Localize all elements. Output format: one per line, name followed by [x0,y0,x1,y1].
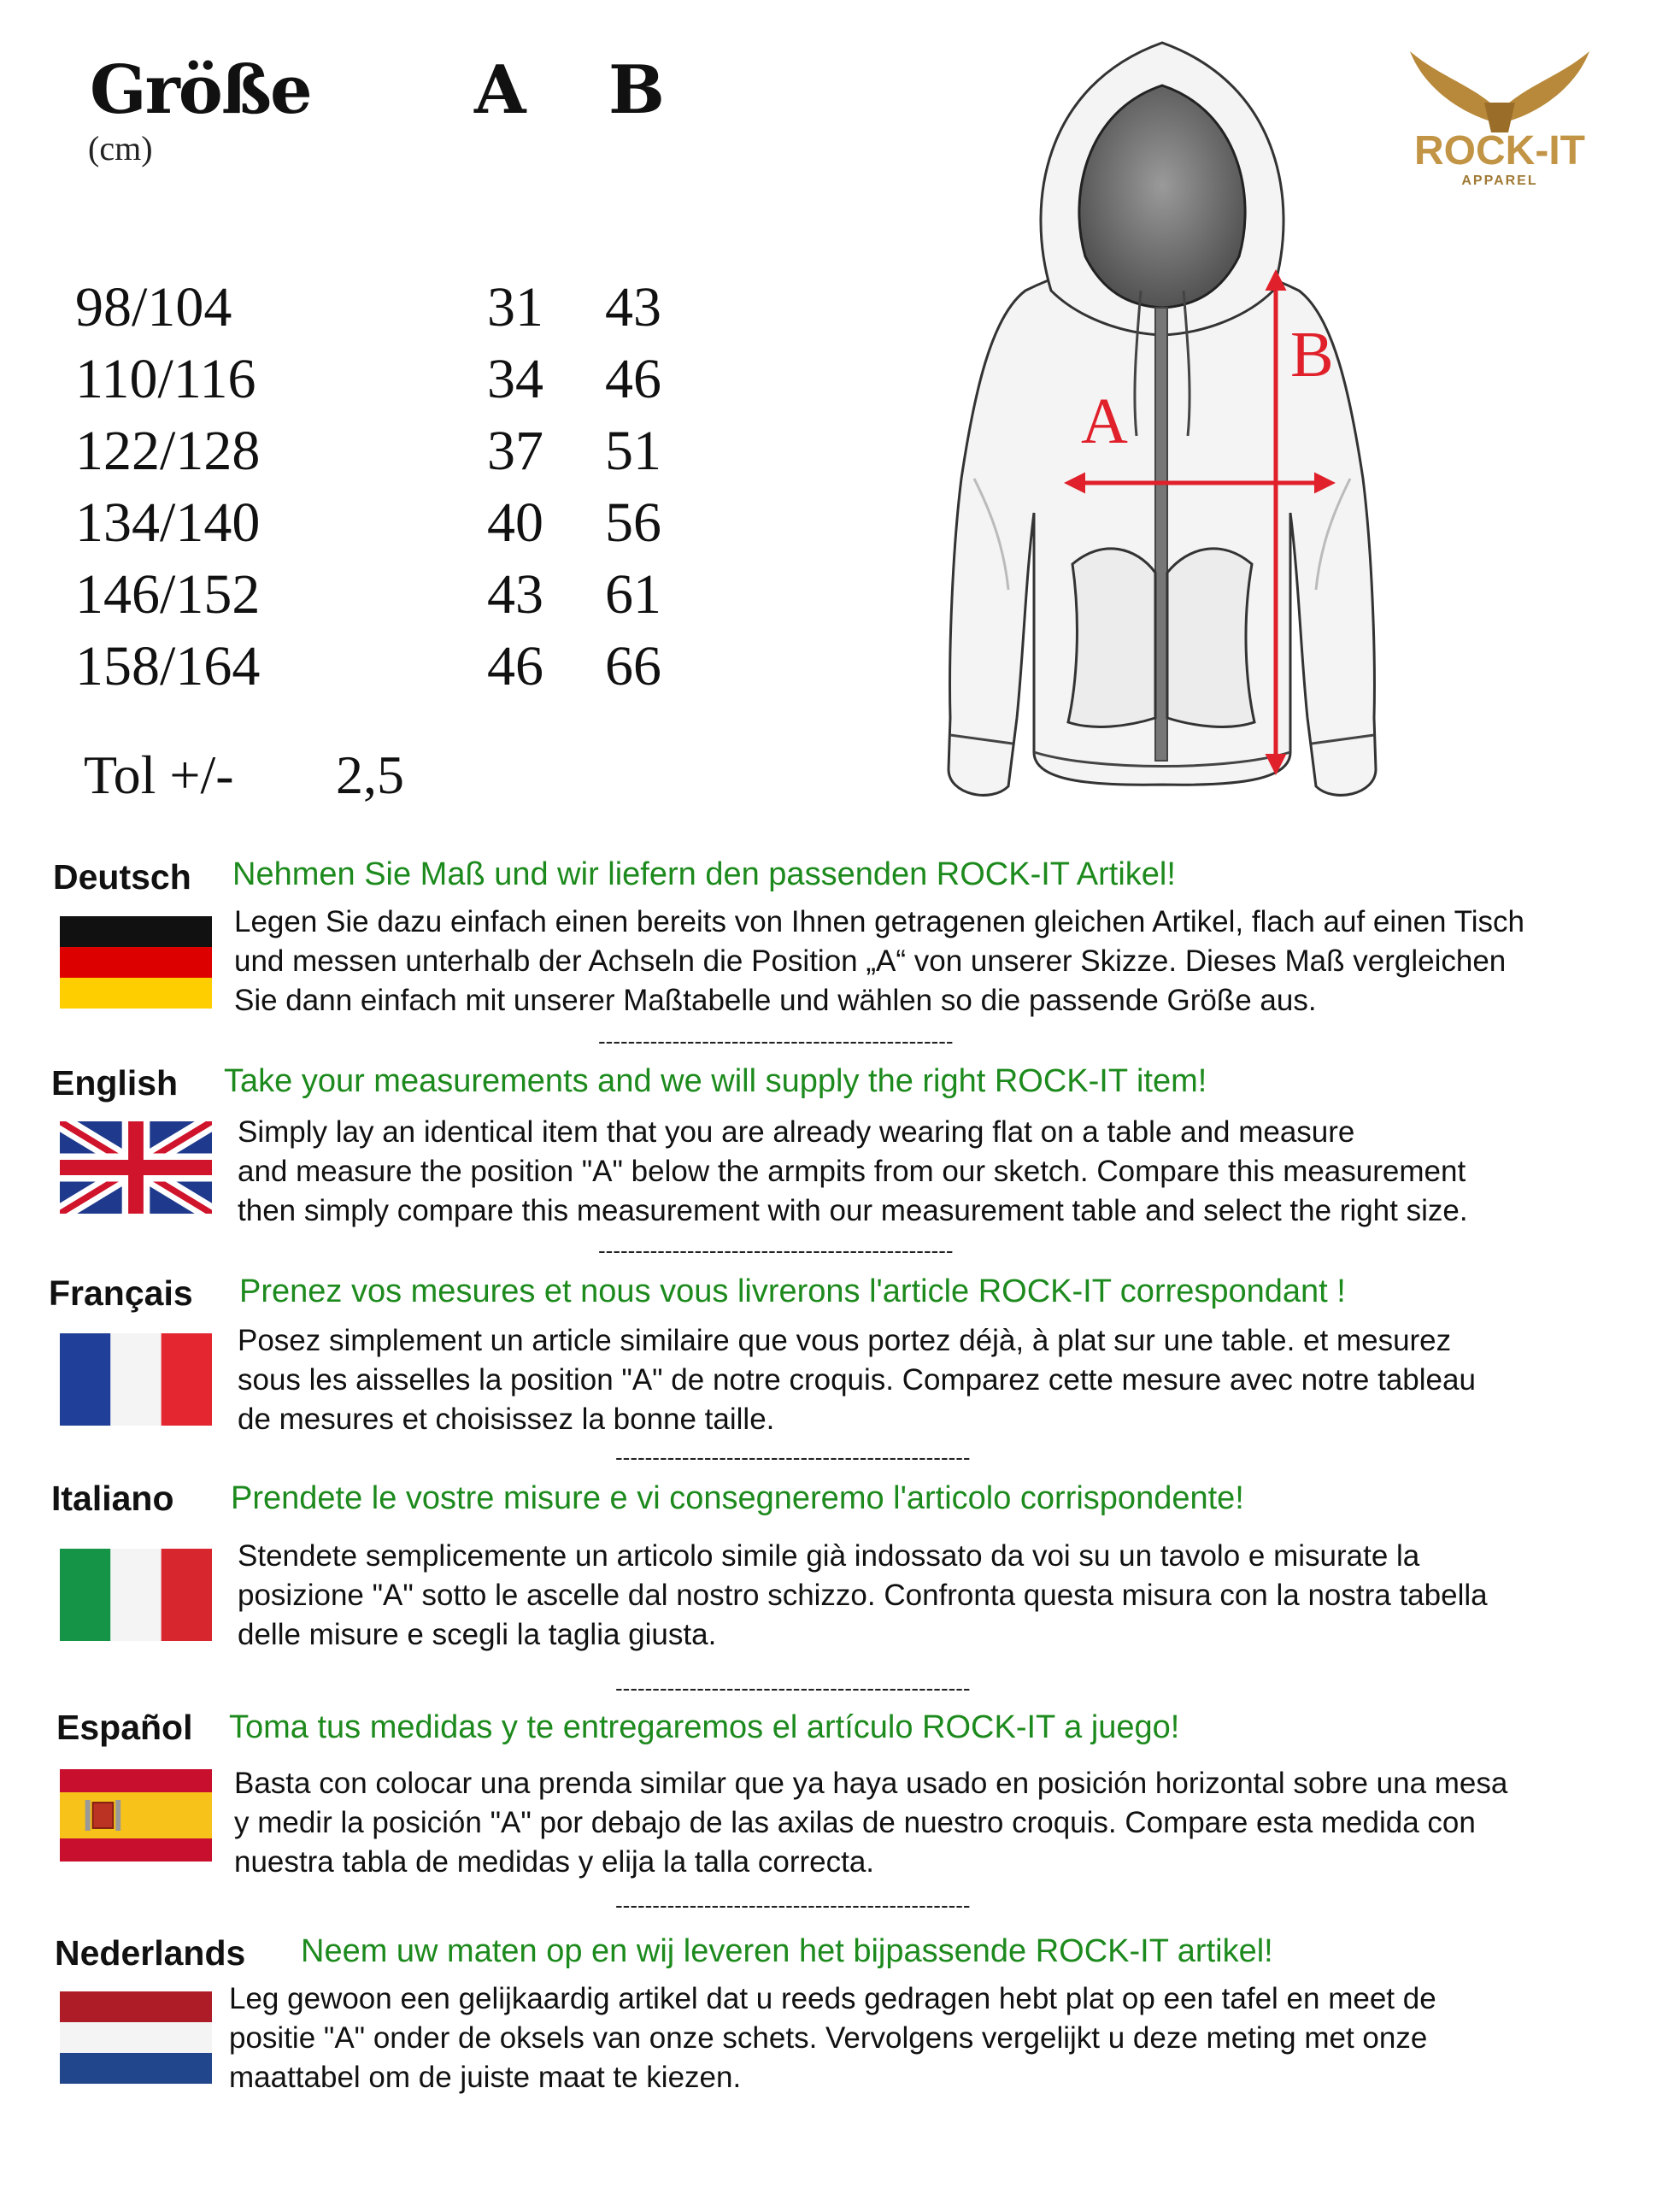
paragraph-line: positie "A" onder de oksels van onze schets. Vervolgens vergelijkt u deze meting met onze [229,2021,1428,2055]
paragraph-line: Posez simplement un article similaire que vous portez déjà, à plat sur une table. et mesurez [238,1324,1452,1357]
bull-horns-icon [1389,51,1611,188]
measure-a-value: 37 [487,420,543,482]
paragraph-line: Stendete semplicemente un articolo simile già indossato da voi su un tavolo e misurate la [238,1539,1420,1573]
section-separator: ------------------------------------------------ [615,1892,971,1918]
measure-a-value: 31 [487,276,543,338]
paragraph-line: delle misure e scegli la taglia giusta. [238,1618,717,1651]
tolerance-value: 2,5 [336,744,404,805]
size-value: 110/116 [75,348,256,410]
paragraph-deutsch [234,903,1524,1020]
measure-b-value: 43 [605,276,661,338]
size-column-header: Größe [90,51,311,129]
size-value: 134/140 [75,491,261,554]
paragraph-english [238,1113,1468,1231]
paragraph-line: de mesures et choisissez la bonne taille. [238,1403,775,1436]
flag-germany-icon [60,916,212,1009]
size-value: 98/104 [75,276,232,338]
language-label-english: English [51,1063,179,1103]
headline-deutsch: Nehmen Sie Maß und wir liefern den passenden ROCK-IT Artikel! [232,856,1176,892]
hoodie-illustration [923,34,1401,820]
paragraph-espanol [234,1764,1507,1882]
size-value: 146/152 [75,563,261,626]
language-label-espanol: Español [56,1708,193,1747]
language-label-deutsch: Deutsch [53,857,191,897]
paragraph-line: then simply compare this measurement with our measurement table and select the right size. [238,1194,1468,1227]
measure-b-value: 61 [605,563,661,626]
tolerance-label: Tol +/- [84,744,234,805]
paragraph-line: Legen Sie dazu einfach einen bereits von Ihnen getragenen gleichen Artikel, flach auf einen Tisch [234,905,1524,938]
flag-uk-icon [60,1121,212,1214]
paragraph-line: maattabel om de juiste maat te kiezen. [229,2061,742,2094]
paragraph-line: Sie dann einfach mit unserer Maßtabelle und wählen so die passende Größe aus. [234,984,1317,1017]
paragraph-line: und messen unterhalb der Achseln die Position „A“ von unserer Skizze. Dieses Maß vergleichen [234,944,1507,978]
measure-b-value: 51 [605,420,661,482]
rock-it-logo [1389,51,1611,188]
headline-espanol: Toma tus medidas y te entregaremos el artículo ROCK-IT a juego! [229,1709,1180,1745]
paragraph-line: and measure the position "A" below the armpits from our sketch. Compare this measurement [238,1155,1466,1188]
headline-italiano: Prendete le vostre misure e vi consegneremo l'articolo corrispondente! [231,1480,1244,1516]
measure-b-value: 56 [605,491,661,554]
measure-a-value: 40 [487,491,543,554]
size-value: 122/128 [75,420,261,482]
section-separator: ------------------------------------------------ [598,1028,954,1054]
paragraph-line: sous les aisselles la position "A" de notre croquis. Comparez cette mesure avec notre tableau [238,1363,1476,1397]
flag-spain-icon [60,1769,212,1862]
measure-a-value: 34 [487,348,543,410]
measure-b-value: 46 [605,348,661,410]
language-label-francais: Français [49,1273,193,1313]
paragraph-line: Basta con colocar una prenda similar que ya haya usado en posición horizontal sobre una mesa [234,1767,1508,1800]
language-label-italiano: Italiano [51,1479,174,1518]
paragraph-line: Simply lay an identical item that you are already wearing flat on a table and measure [238,1115,1355,1149]
size-value: 158/164 [75,635,261,697]
paragraph-line: y medir la posición "A" por debajo de las axilas de nuestro croquis. Compare esta medida con [234,1806,1476,1839]
flag-netherlands-icon [60,1991,212,2084]
section-separator: ------------------------------------------------ [615,1444,971,1470]
column-a-header: A [474,51,526,129]
logo-subtitle: APPAREL [1461,174,1538,188]
measure-b-value: 66 [605,635,661,697]
measure-a-value: 43 [487,563,543,626]
arrow-label-b: B [1290,319,1334,391]
arrow-label-a: A [1081,385,1128,457]
paragraph-nederlands [229,1979,1436,2097]
flag-italy-icon [60,1549,212,1641]
hoodie-sketch [923,34,1401,820]
column-b-header: B [608,51,665,129]
section-separator: ------------------------------------------------ [598,1238,954,1263]
paragraph-line: Leg gewoon een gelijkaardig artikel dat u reeds gedragen hebt plat op een tafel en meet de [229,1982,1436,2015]
logo-brand: ROCK-IT [1414,128,1585,174]
headline-francais: Prenez vos mesures et nous vous livrerons l'article ROCK-IT correspondant ! [239,1273,1346,1309]
section-separator: ------------------------------------------------ [615,1675,971,1701]
paragraph-line: nuestra tabla de medidas y elija la talla correcta. [234,1845,875,1879]
flag-france-icon [60,1333,212,1426]
paragraph-francais [238,1321,1476,1439]
language-label-nederlands: Nederlands [55,1933,246,1973]
headline-english: Take your measurements and we will supply the right ROCK-IT item! [224,1063,1207,1099]
headline-nederlands: Neem uw maten op en wij leveren het bijpassende ROCK-IT artikel! [301,1933,1273,1969]
measure-a-value: 46 [487,635,543,697]
paragraph-italiano [238,1537,1488,1655]
paragraph-line: posizione "A" sotto le ascelle dal nostro schizzo. Confronta questa misura con la nostra tabella [238,1579,1488,1612]
size-unit-label: (cm) [88,129,153,168]
